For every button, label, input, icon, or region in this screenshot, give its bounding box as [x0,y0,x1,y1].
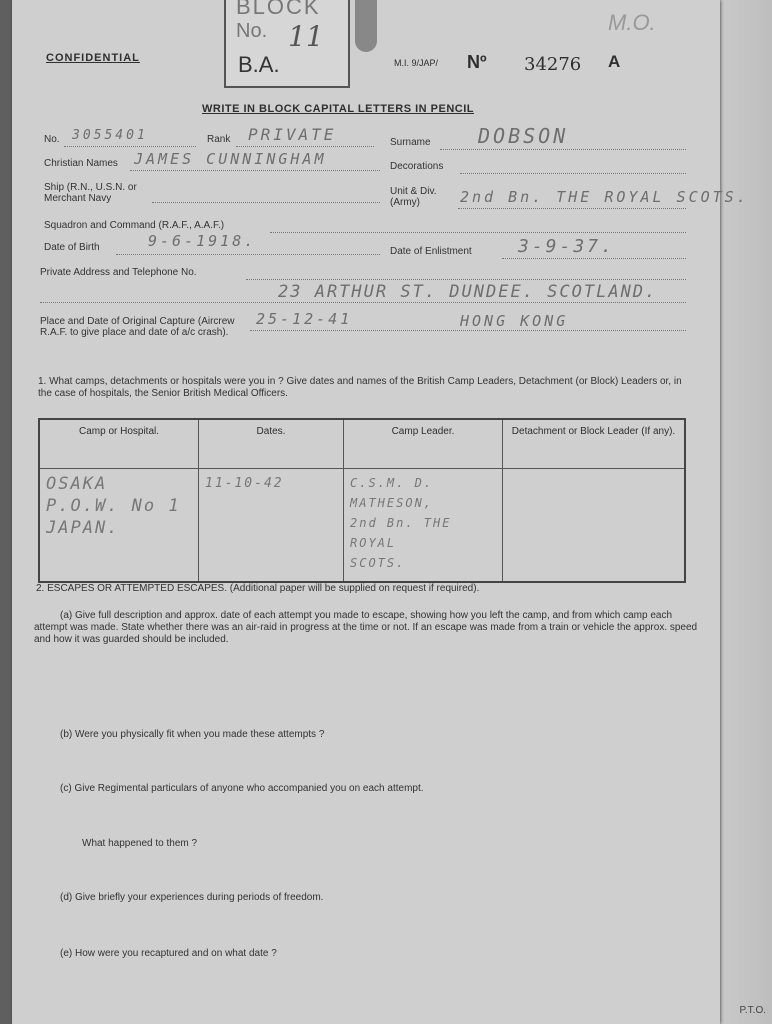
capture-label: Place and Date of Original Capture (Aircrew R.A.F. to give place and date of a/c crash). [40,316,235,338]
service-number-value: 3055401 [72,128,148,143]
block-stamp [224,0,350,88]
enlistment-label: Date of Enlistment [390,246,472,257]
surname-label: Surname [390,137,431,148]
column-header-detachment-leader: Detachment or Block Leader (If any). [503,419,686,469]
mi-reference: M.I. 9/JAP/ [394,58,439,68]
corner-annotation: M.O. [608,10,656,35]
stamp-handwritten-number: 11 [288,20,324,53]
form-instruction: WRITE IN BLOCK CAPITAL LETTERS IN PENCIL [202,103,474,115]
christian-names-value: JAMES CUNNINGHAM [134,150,327,168]
rank-label: Rank [207,134,231,145]
rank-line [236,146,374,147]
enlistment-value: 3-9-37. [518,236,615,257]
no-label: No. [44,134,60,145]
decorations-line [460,173,686,174]
surname-line [440,149,686,150]
no-line [64,146,196,147]
question-2b-text: (b) Were you physically fit when you made these attempts ? [60,729,325,740]
column-header-camp-leader: Camp Leader. [344,419,503,469]
question-1-text: 1. What camps, detachments or hospitals were you in ? Give dates and names of the British Camp Leaders, Detachment (or Block) Leaders or, in the case of hospitals, the Senior British Medical Officers. [38,376,682,399]
camp-leader-cell: C.S.M. D. MATHESON, 2nd Bn. THE ROYAL SCOTS. [344,469,503,583]
question-2a-text: (a) Give full description and approx. date of each attempt you made to escape, showing how you left the camp, and from which camp each attempt was made. State whether there was an air-raid in progress at the time or not. If an escape was made from a train or vehicle the approx. speed and how it was guarded should be included. [34,610,698,645]
serial-suffix: A [608,52,621,71]
address-label: Private Address and Telephone No. [40,267,197,278]
squadron-line [270,232,686,233]
enlistment-line [502,258,686,259]
confidential-label: CONFIDENTIAL [46,52,140,64]
rank-value: PRIVATE [248,125,337,144]
question-2-title: 2. ESCAPES OR ATTEMPTED ESCAPES. (Additional paper will be supplied on request if required). [36,583,480,594]
number-mark: Nº [467,52,487,72]
capture-place-value: HONG KONG [460,312,569,330]
stamp-ba-text: B.A. [238,52,280,77]
squadron-label: Squadron and Command (R.A.F., A.A.F.) [44,220,225,231]
dob-label: Date of Birth [44,242,100,253]
question-2e-text: (e) How were you recaptured and on what date ? [60,948,277,959]
dob-line [116,254,380,255]
capture-date-value: 25-12-41 [256,310,353,328]
question-2c-followup-text: What happened to them ? [82,838,198,849]
column-header-camp: Camp or Hospital. [39,419,199,469]
table-row [39,469,685,583]
pto-note: P.T.O. [739,1005,766,1016]
staple-clip [355,0,377,52]
address-line-1 [246,279,686,280]
ship-line [152,202,380,203]
dob-value: 9-6-1918. [148,232,257,250]
christian-names-line [130,170,380,171]
address-line-2 [40,302,686,303]
decorations-label: Decorations [390,161,444,172]
serial-number: 34276 [524,54,582,75]
detachment-leader-cell [503,469,686,583]
unit-label: Unit & Div. (Army) [390,186,437,208]
questionnaire-form [12,0,749,1024]
unit-value: 2nd Bn. THE ROYAL SCOTS. [460,188,749,206]
capture-line [250,330,686,331]
camps-table-header-row [39,419,685,469]
dates-cell: 11-10-42 [199,469,344,583]
stamp-block-text: BLOCK [236,0,321,19]
camps-table [38,418,686,583]
column-header-dates: Dates. [199,419,344,469]
surname-value: DOBSON [478,124,569,148]
stamp-no-text: No. [236,20,268,42]
unit-line [458,208,686,209]
address-value: 23 ARTHUR ST. DUNDEE. SCOTLAND. [278,282,658,302]
christian-names-label: Christian Names [44,158,118,169]
question-2d-text: (d) Give briefly your experiences during periods of freedom. [60,892,324,903]
ship-label: Ship (R.N., U.S.N. or Merchant Navy [44,182,137,204]
camp-cell: OSAKA P.O.W. No 1 JAPAN. [39,469,199,583]
question-2c-text: (c) Give Regimental particulars of anyone who accompanied you on each attempt. [60,783,424,794]
